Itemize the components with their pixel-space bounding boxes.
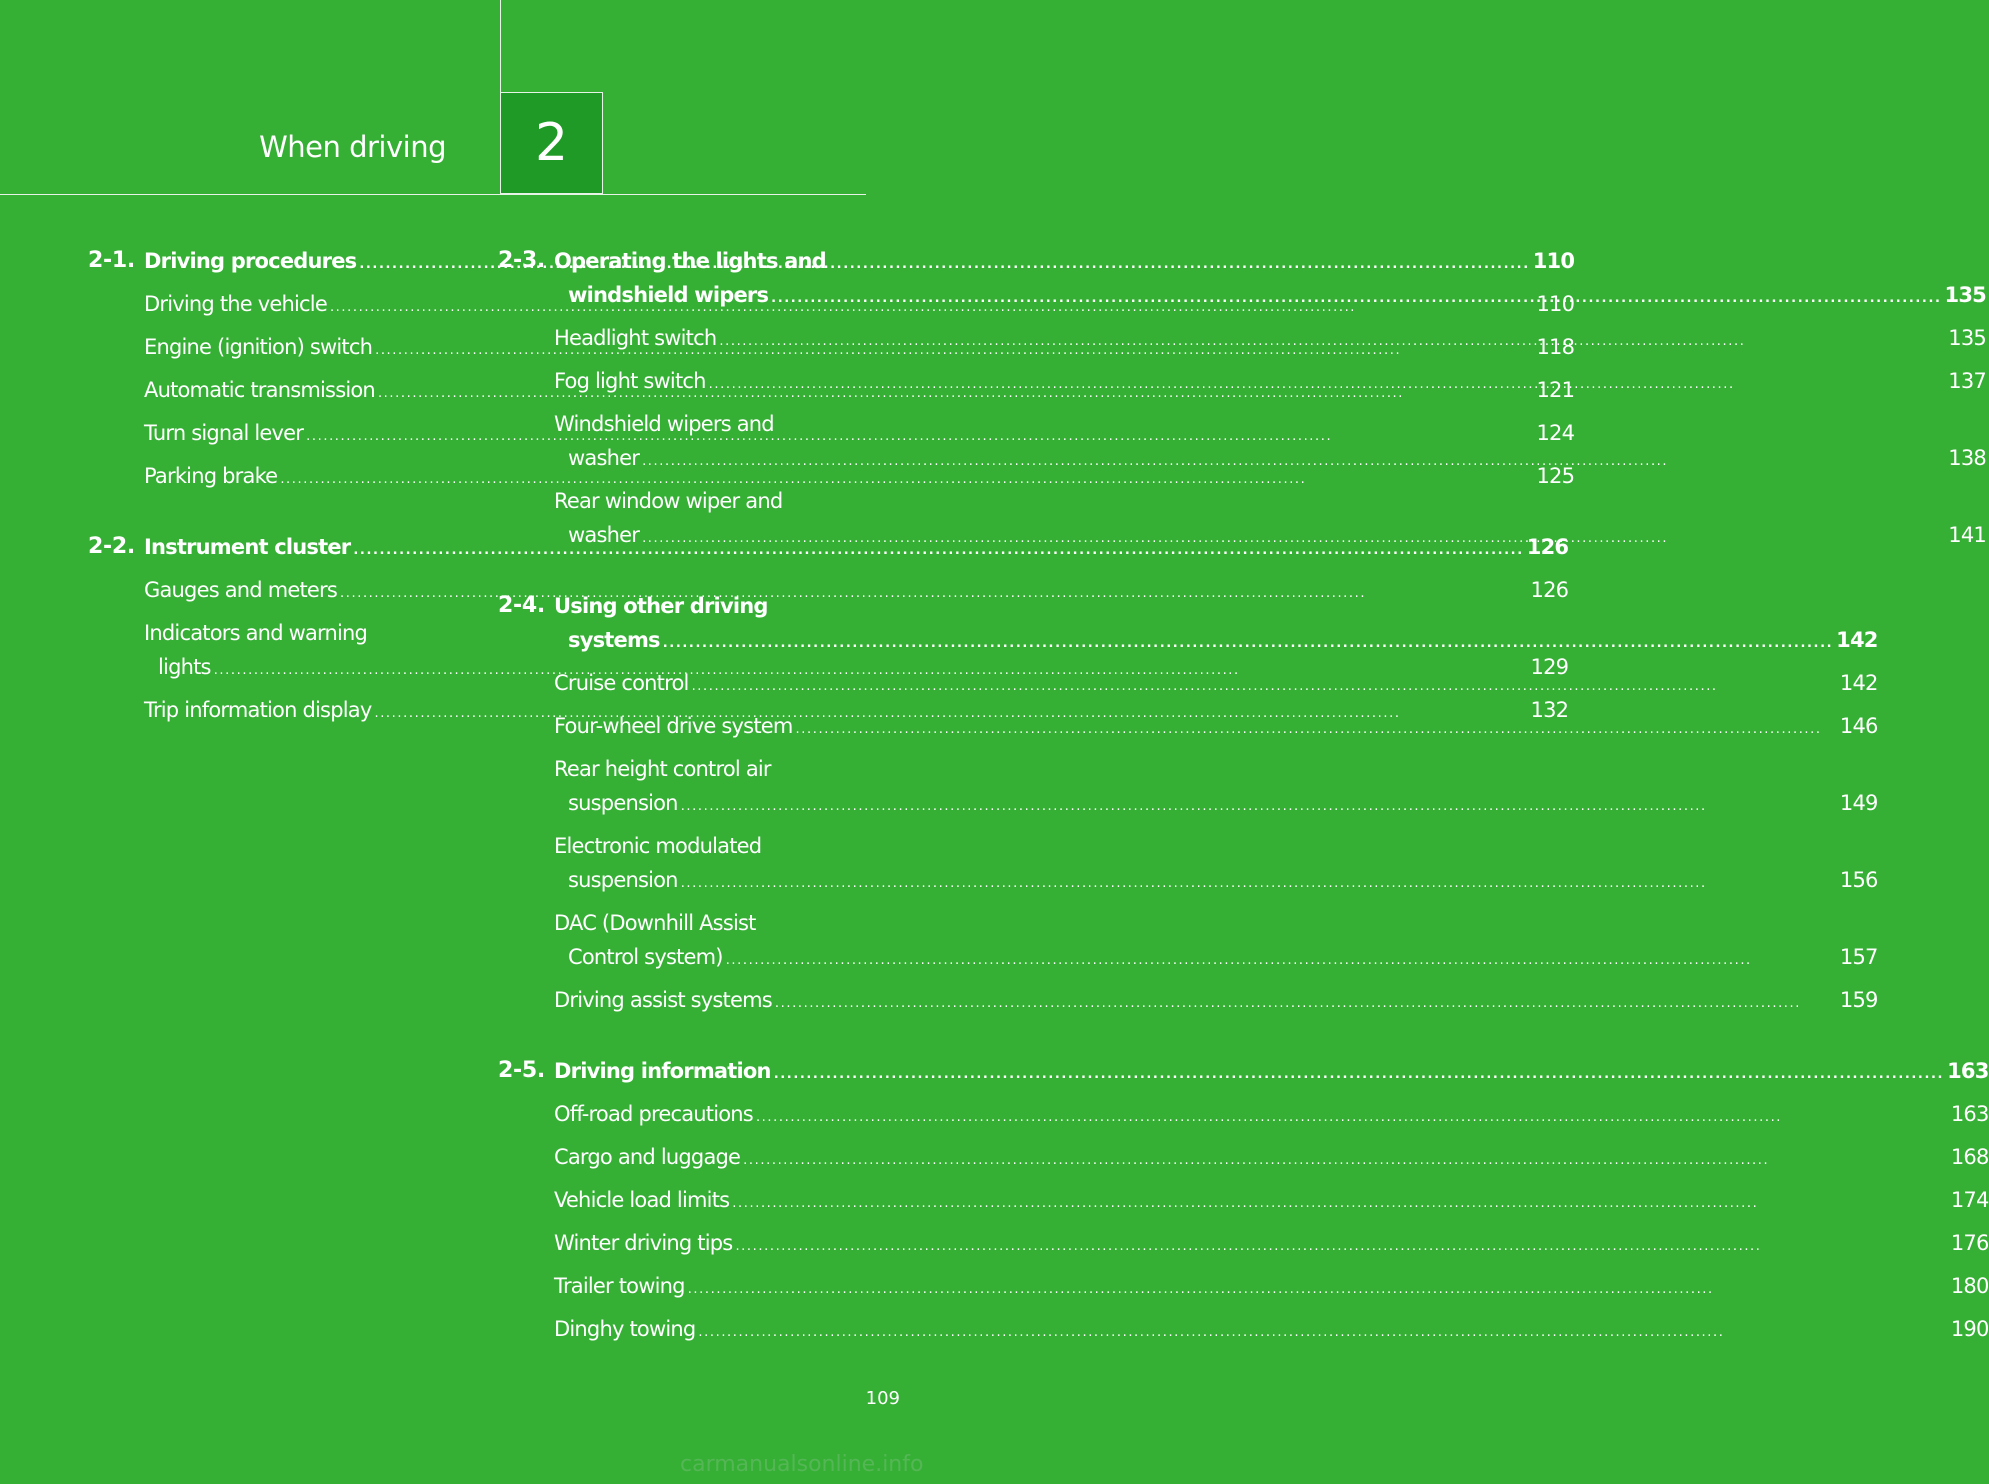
header-horizontal-rule bbox=[0, 194, 866, 195]
watermark: carmanualsonline.info bbox=[680, 1452, 924, 1477]
page-ref: 129 bbox=[1530, 655, 1569, 679]
section-number: 2-1. bbox=[88, 248, 135, 273]
section-title-link[interactable]: Driving procedures ..... 110 bbox=[144, 244, 1574, 287]
section-number: 2-3. bbox=[498, 248, 545, 273]
page-ref: 180 bbox=[1950, 1274, 1989, 1298]
section-number: 2-2. bbox=[88, 534, 135, 559]
page-ref: 157 bbox=[1839, 945, 1878, 969]
header-vertical-rule bbox=[500, 0, 501, 92]
toc-entry[interactable]: Dinghy towing ..... 190 bbox=[554, 1312, 1989, 1355]
page-ref: 135 bbox=[1948, 326, 1986, 350]
toc-entry[interactable]: Rear height control air suspension ..... 149 bbox=[554, 752, 1878, 829]
page-ref: 141 bbox=[1948, 523, 1986, 547]
toc-entry[interactable]: Turn signal lever ..... 124 bbox=[144, 416, 1574, 459]
page-ref: 138 bbox=[1948, 446, 1986, 470]
page-ref: 168 bbox=[1950, 1145, 1989, 1169]
page-ref: 146 bbox=[1839, 714, 1878, 738]
page-ref: 174 bbox=[1950, 1188, 1989, 1212]
page-ref: 159 bbox=[1839, 988, 1878, 1012]
page-ref: 163 bbox=[1950, 1102, 1989, 1126]
page-ref: 126 bbox=[1526, 535, 1569, 559]
toc-entry[interactable]: Off-road precautions ..... 163 bbox=[554, 1097, 1989, 1140]
toc-entry[interactable]: Gauges and meters ..... 126 bbox=[144, 573, 1568, 616]
toc-entry[interactable]: Parking brake ..... 125 bbox=[144, 459, 1574, 502]
toc-entry[interactable]: Trailer towing ..... 180 bbox=[554, 1269, 1989, 1312]
toc-entry[interactable]: Vehicle load limits ..... 174 bbox=[554, 1183, 1989, 1226]
page-ref: 149 bbox=[1839, 791, 1878, 815]
page-ref: 132 bbox=[1530, 698, 1569, 722]
toc-entry[interactable]: Cruise control ..... 142 bbox=[554, 666, 1878, 709]
page-ref: 142 bbox=[1836, 628, 1878, 652]
page-number: 109 bbox=[865, 1388, 900, 1409]
toc-entry[interactable]: Four-wheel drive system ..... 146 bbox=[554, 709, 1878, 752]
toc-entry[interactable]: Indicators and warning lights ..... 129 bbox=[144, 616, 1568, 693]
section-title-link[interactable]: Instrument cluster ..... 126 bbox=[144, 530, 1568, 573]
chapter-number-box bbox=[500, 92, 603, 194]
section-title-link[interactable]: Using other driving systems ..... 142 bbox=[554, 589, 1878, 666]
page-ref: 142 bbox=[1839, 671, 1878, 695]
toc-entry[interactable]: Fog light switch ..... 137 bbox=[554, 364, 1986, 407]
toc-entry[interactable]: Rear window wiper and washer ..... 141 bbox=[554, 484, 1986, 561]
page-ref: 135 bbox=[1944, 283, 1986, 307]
page-ref: 125 bbox=[1536, 464, 1575, 488]
page-ref: 156 bbox=[1839, 868, 1878, 892]
page-ref: 110 bbox=[1536, 292, 1575, 316]
toc-entry[interactable]: Automatic transmission ..... 121 bbox=[144, 373, 1574, 416]
section-number: 2-4. bbox=[498, 593, 545, 618]
toc-entry[interactable]: Winter driving tips ..... 176 bbox=[554, 1226, 1989, 1269]
page-ref: 126 bbox=[1530, 578, 1569, 602]
toc-entry[interactable]: Headlight switch ..... 135 bbox=[554, 321, 1986, 364]
toc-entry[interactable]: Driving assist systems ..... 159 bbox=[554, 983, 1878, 1026]
toc-entry[interactable]: Driving the vehicle ..... 110 bbox=[144, 287, 1574, 330]
toc-section-2-5 bbox=[498, 1054, 1989, 1355]
page-ref: 190 bbox=[1950, 1317, 1989, 1341]
toc-entry[interactable]: Trip information display ..... 132 bbox=[144, 693, 1568, 736]
page-ref: 176 bbox=[1950, 1231, 1989, 1255]
chapter-number: 2 bbox=[534, 113, 569, 173]
toc-entry[interactable]: DAC (Downhill Assist Control system) ..... 157 bbox=[554, 906, 1878, 983]
section-number: 2-5. bbox=[498, 1058, 545, 1083]
page-ref: 137 bbox=[1948, 369, 1986, 393]
page-ref: 163 bbox=[1947, 1059, 1989, 1083]
page-ref: 124 bbox=[1536, 421, 1575, 445]
page-ref: 110 bbox=[1532, 249, 1575, 273]
toc-entry[interactable]: Electronic modulated suspension ..... 156 bbox=[554, 829, 1878, 906]
toc-entry[interactable]: Windshield wipers and washer ..... 138 bbox=[554, 407, 1986, 484]
toc-entry[interactable]: Cargo and luggage ..... 168 bbox=[554, 1140, 1989, 1183]
section-title-link[interactable]: Driving information ..... 163 bbox=[554, 1054, 1989, 1097]
toc-entry[interactable]: Engine (ignition) switch ..... 118 bbox=[144, 330, 1574, 373]
chapter-title: When driving bbox=[259, 130, 446, 164]
section-title-link[interactable]: Operating the lights and windshield wipers ..... 135 bbox=[554, 244, 1986, 321]
page-ref: 121 bbox=[1536, 378, 1575, 402]
page-ref: 118 bbox=[1536, 335, 1575, 359]
